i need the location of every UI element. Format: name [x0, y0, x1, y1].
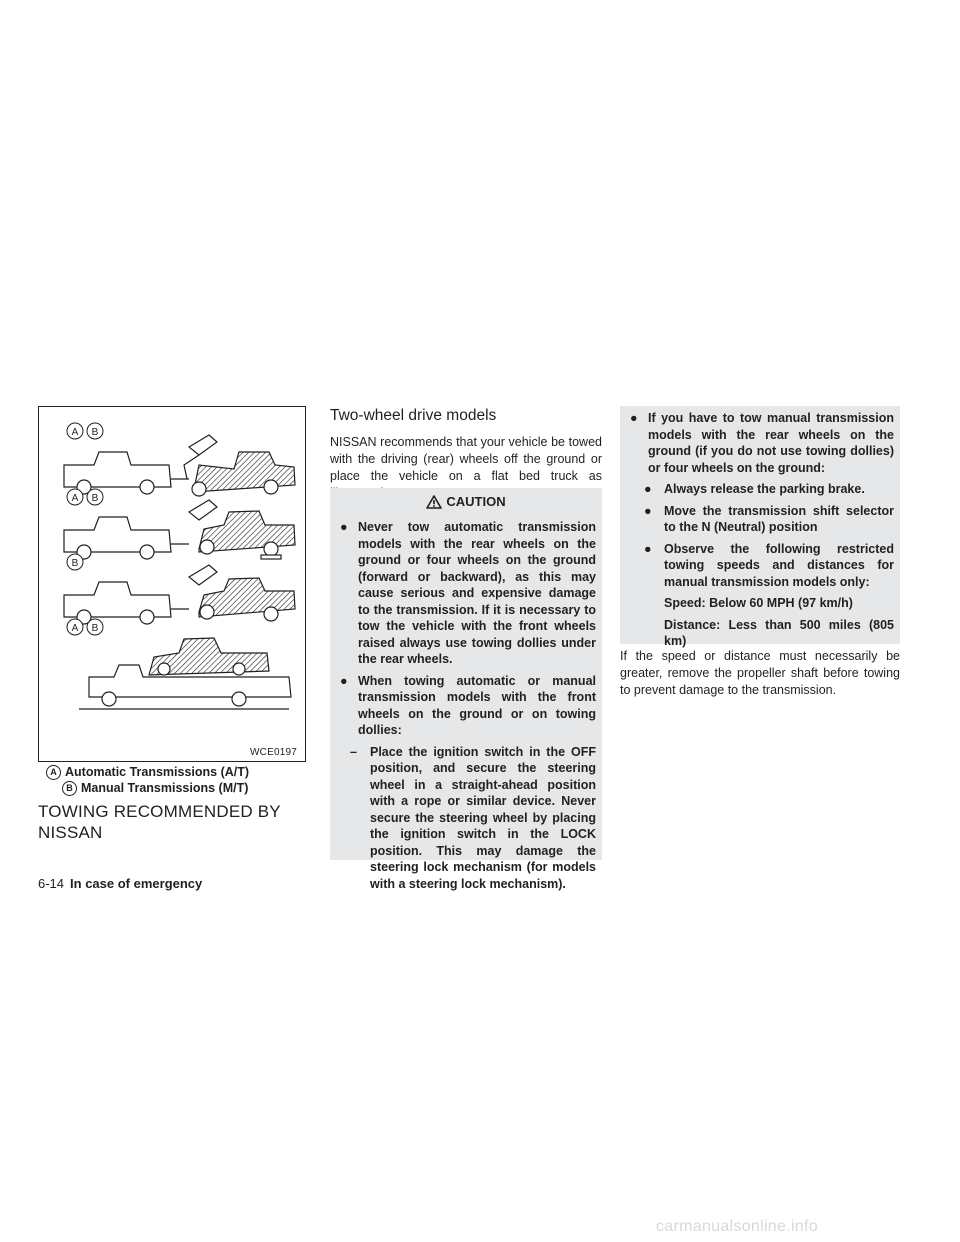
sub-bullet-1-text: Always release the parking brake.	[664, 482, 865, 496]
intro-paragraph: NISSAN recommends that your vehicle be towed with the driving (rear) wheels off the ground or place the vehicle on a flat bed truck as	[330, 435, 602, 483]
caution-box	[330, 488, 602, 891]
sub-bullet-3-text: Observe the following restricted towing speeds and distances for manual transmission models only:	[664, 541, 894, 589]
legend-text-a: Automatic Transmissions (A/T)	[65, 765, 250, 779]
legend-marker-b: B	[62, 781, 77, 796]
figure-legend	[46, 764, 306, 796]
svg-text:A: A	[71, 427, 79, 438]
page-number: 6-14	[38, 876, 65, 891]
caution-bullet-2: ● When towing automatic or manual transmission models with the front wheels on the ground or on towing dollies:	[340, 673, 596, 737]
towing-diagram	[39, 407, 305, 761]
page-footer	[38, 876, 202, 891]
sub-bullet-2: ● Move the transmission shift selector to the N (Neutral) position	[644, 503, 894, 534]
distance-limit: Distance: Less than 500 miles (805 km)	[664, 617, 894, 648]
tow-row-4	[79, 638, 291, 709]
legend-text-b: Manual Transmissions (M/T)	[81, 781, 249, 795]
svg-text:A: A	[71, 493, 79, 504]
subheading: Two-wheel drive models	[330, 407, 497, 424]
caution-bullet-1-text: Never tow automatic transmission models with the rear wheels on the ground or four wheels on the ground (forward or backward), as this may cause serious and expensive damage to the transmission. If it is necessary to tow the vehicle with the front wheels raised always use towing dollies under the rear wheels.	[358, 520, 596, 666]
svg-text:B: B	[71, 558, 79, 569]
svg-text:B: B	[91, 427, 99, 438]
caution-dash-1-text: Place the ignition switch in the OFF position, and secure the steering wheel in a straight-ahead position with a rope or similar device. Never secure the steering wheel by placing the ignition switch in the LOCK position. This may damage the steering lock mechanism (for models with a steering lock mechanism).	[370, 744, 596, 891]
row-3-labels	[67, 554, 83, 570]
tow-row-1	[64, 435, 295, 496]
manual-bullet-text: If you have to tow manual transmission models with the rear wheels on the ground (if you do not use towing dollies) or four wheels on the ground:	[648, 411, 894, 475]
row-1-labels	[67, 423, 103, 439]
tow-row-3	[64, 565, 295, 624]
caution-bullet-2-text: When towing automatic or manual transmission models with the front wheels on the ground or on towing dollies:	[358, 673, 596, 737]
manual-bullet: ● If you have to tow manual transmission models with the rear wheels on the ground (if you do not use towing dollies) or four wheels on the ground:	[630, 411, 894, 475]
sub-bullet-3: ● Observe the following restricted towing speeds and distances for manual transmission models only:	[644, 541, 894, 589]
section-title: TOWING RECOMMENDED BY NISSAN	[38, 802, 281, 842]
svg-text:B: B	[91, 493, 99, 504]
watermark: carmanualsonline.info	[656, 1218, 818, 1235]
sub-bullet-2-text: Move the transmission shift selector to the N (Neutral) position	[664, 503, 894, 534]
towing-illustration	[38, 406, 306, 762]
sub-bullet-1: ● Always release the parking brake.	[644, 482, 865, 496]
speed-limit: Speed: Below 60 MPH (97 km/h)	[664, 596, 853, 610]
figure-code: WCE0197	[250, 747, 297, 758]
chapter-title: In case of emergency	[70, 876, 203, 891]
legend-item-b	[46, 780, 306, 796]
caution-title: CAUTION	[446, 494, 506, 509]
warning-icon	[426, 495, 442, 509]
caution-bullet-1: ● Never tow automatic transmission models with the rear wheels on the ground or four wheels on the ground (forward or backward), as this may cause serious and expensive damage to the transmission. If it is necessary to tow the vehicle with the front wheels raised always use towing dollies under the rear wheels.	[340, 520, 596, 666]
caution-dash-1: – Place the ignition switch in the OFF position, and secure the steering wheel in a straight-ahead position with a rope or similar device. Never secure the steering wheel by placing the ignition switch in the LOCK position. This may damage the steering lock mechanism (for models with a steering lock mechanism).	[350, 744, 596, 891]
column-three-text	[620, 648, 900, 699]
caution-header	[330, 494, 602, 509]
legend-marker-a: A	[46, 765, 61, 780]
propeller-shaft-paragraph: If the speed or distance must necessarily be greater, remove the propeller shaft before towing to prevent damage to the transmission.	[620, 649, 900, 697]
manual-tow-box	[620, 406, 900, 648]
tow-row-2	[64, 500, 295, 559]
legend-item-a	[46, 764, 306, 780]
svg-text:B: B	[91, 623, 99, 634]
svg-text:A: A	[71, 623, 79, 634]
